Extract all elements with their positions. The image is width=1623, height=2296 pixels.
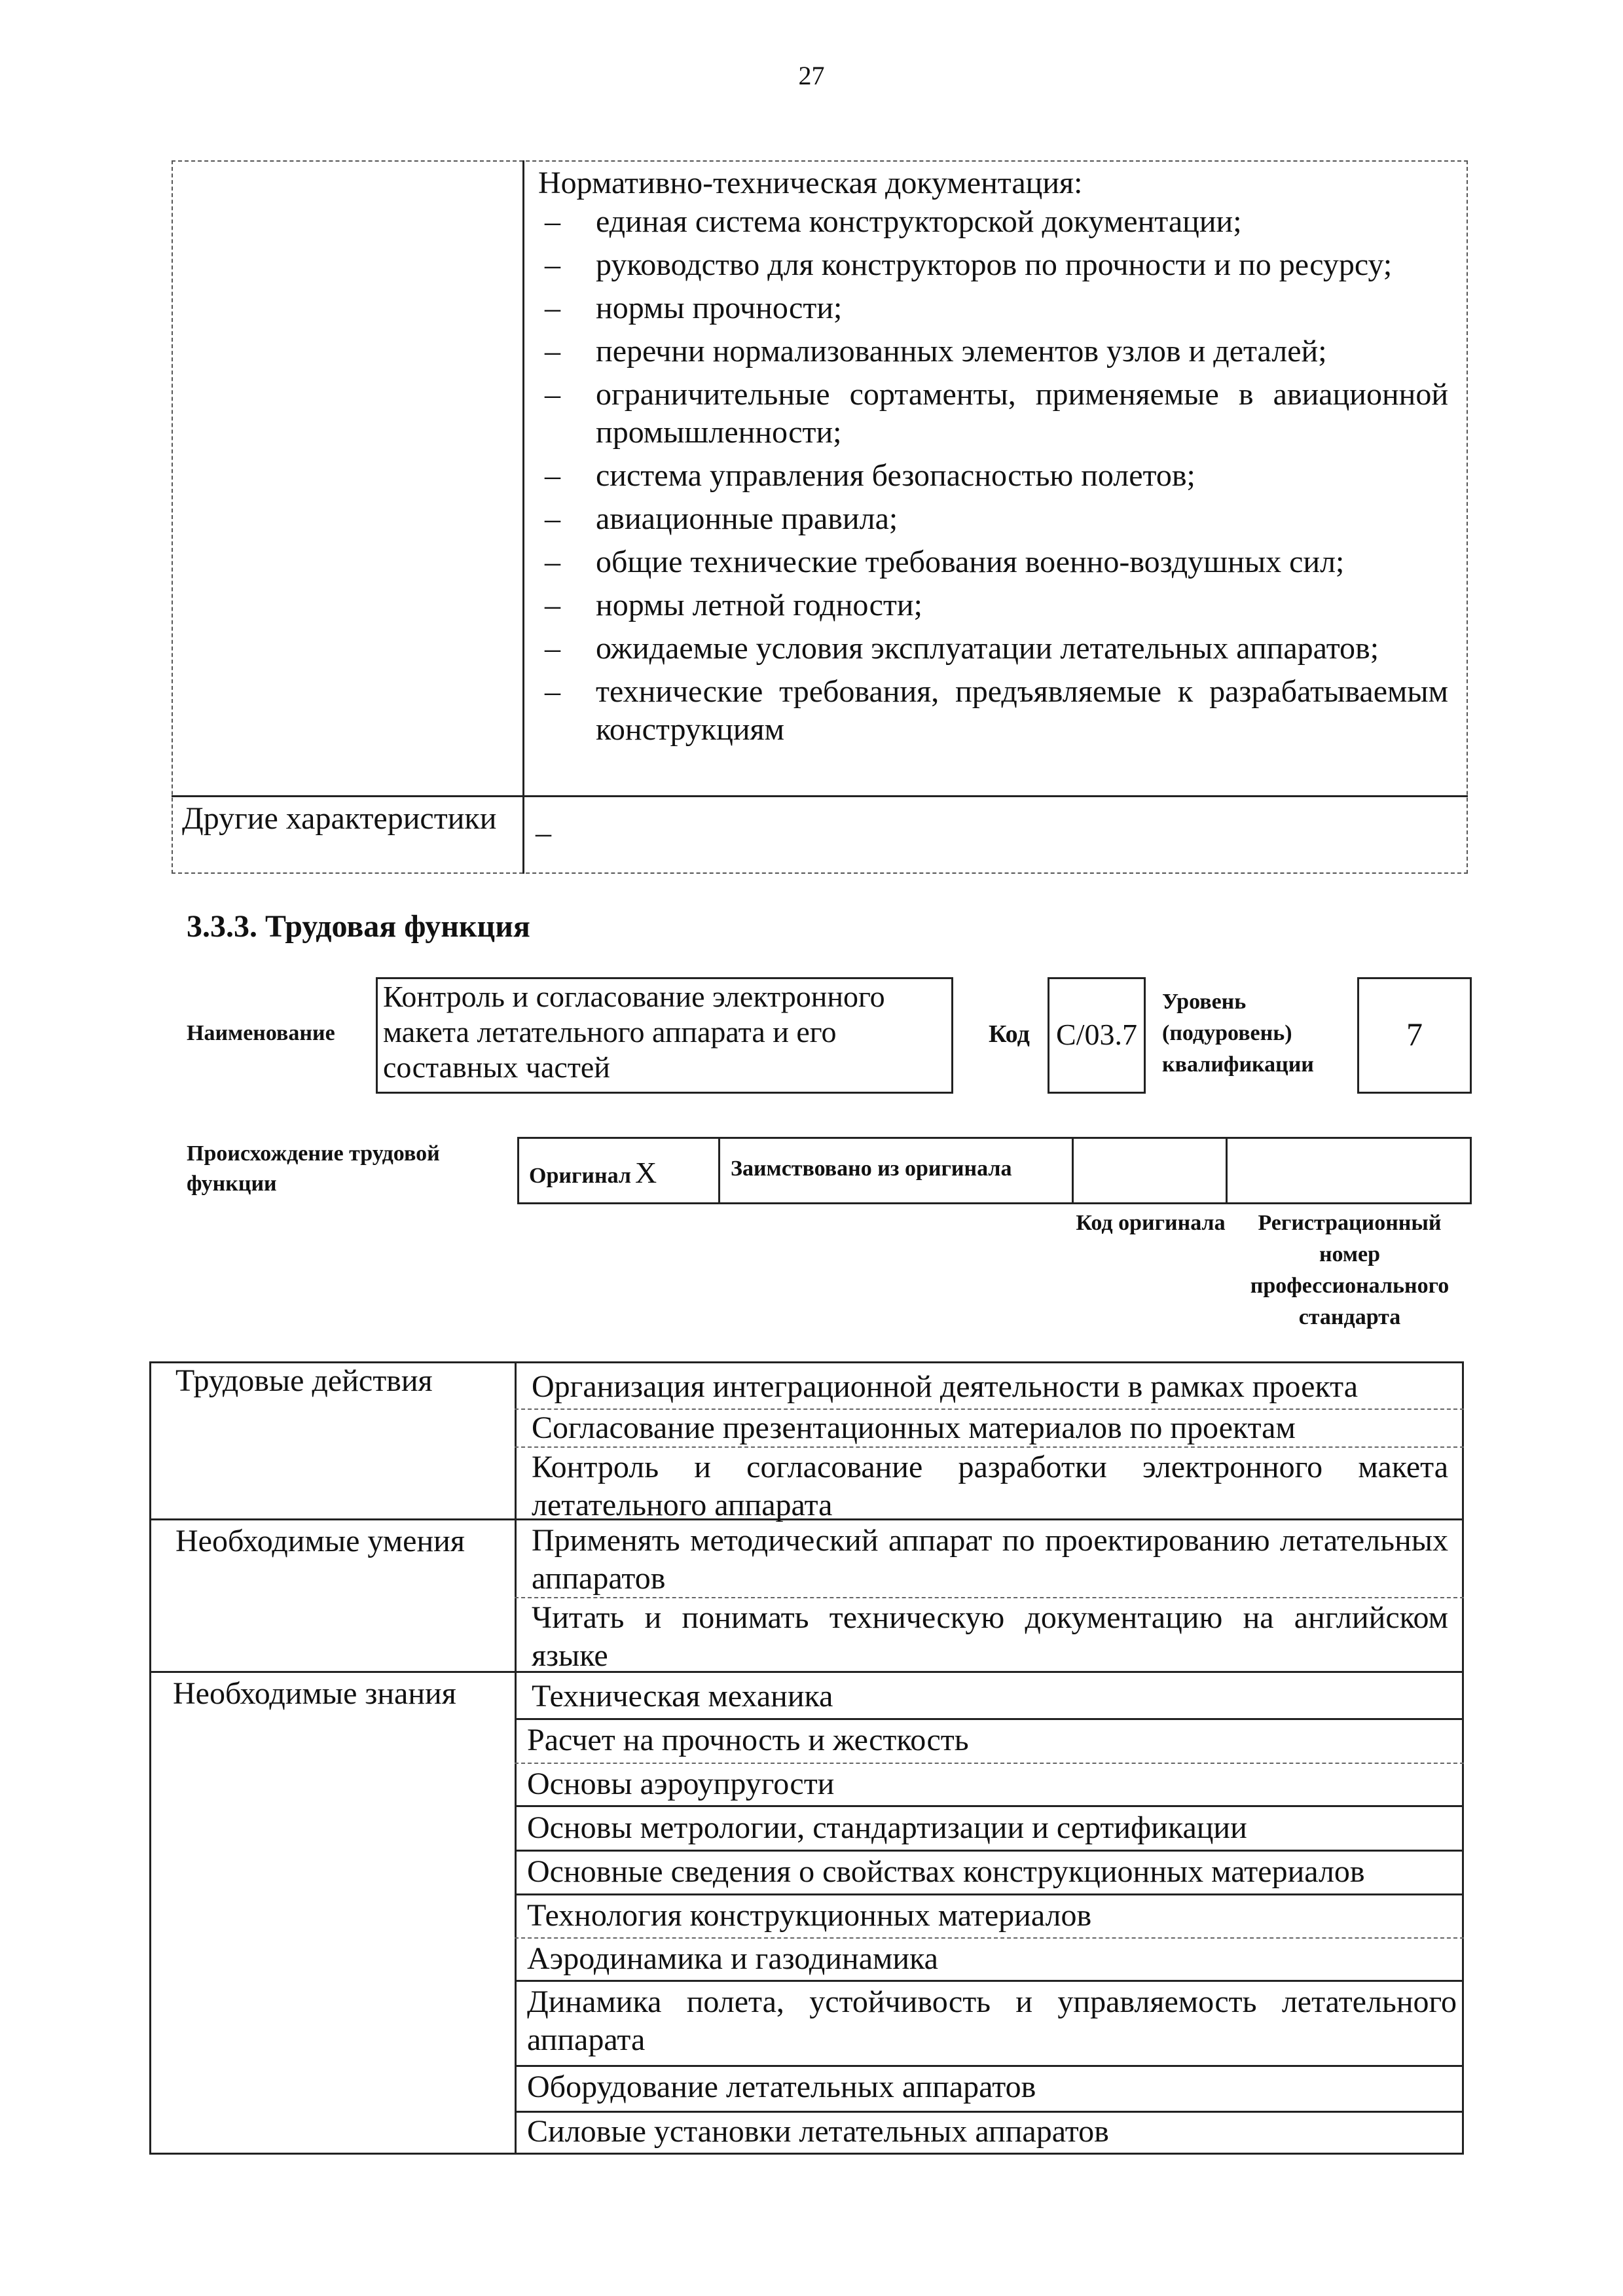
table-row: Оборудование летательных аппаратов <box>527 2070 1036 2104</box>
labor-actions-label: Трудовые действия <box>175 1363 433 1398</box>
table-row: Контроль и согласование разработки электронного макета летательного аппарата <box>532 1450 1448 1522</box>
original-cell: Оригинал X <box>517 1137 720 1204</box>
table-row: Динамика полета, устойчивость и управляемость летательного аппарата <box>527 1984 1457 2057</box>
list-item: – система управления безопасностью полетов; <box>538 457 1448 495</box>
skills-label: Необходимые умения <box>175 1524 465 1558</box>
table-row: Организация интеграционной деятельности в рамках проекта <box>532 1369 1358 1404</box>
qualification-level-box: 7 <box>1357 977 1472 1094</box>
list-item: – общие технические требования военно-воздушных сил; <box>538 543 1448 581</box>
page-number: 27 <box>798 61 825 90</box>
list-item: – технические требования, предъявляемые к разрабатываемым конструкциям <box>538 673 1448 749</box>
list-item: – ограничительные сортаменты, применяемые в авиационной промышленности; <box>538 376 1448 452</box>
list-item: – нормы летной годности; <box>538 586 1448 624</box>
original-code-caption: Код оригинала <box>1076 1211 1226 1235</box>
normative-list <box>538 203 1448 754</box>
origin-label: Происхождение трудовой функции <box>187 1141 440 1196</box>
normative-heading: Нормативно-техническая документация: <box>538 166 1083 200</box>
original-code-cell <box>1074 1137 1228 1204</box>
list-item: – руководство для конструкторов по прочности и по ресурсу; <box>538 246 1448 284</box>
row-divider <box>515 1980 1464 1982</box>
row-divider <box>515 1718 1464 1720</box>
row-divider <box>515 1937 1464 1939</box>
list-item: – авиационные правила; <box>538 500 1448 538</box>
table-row: Основы аэроупругости <box>527 1767 835 1801</box>
borrowed-cell: Заимствовано из оригинала <box>720 1137 1074 1204</box>
table-row: Силовые установки летательных аппаратов <box>527 2114 1109 2149</box>
row-divider <box>515 2065 1464 2067</box>
table-row: Основы метрологии, стандартизации и сертификации <box>527 1810 1247 1845</box>
other-characteristics-value: – <box>536 816 551 850</box>
list-item: – нормы прочности; <box>538 289 1448 327</box>
original-mark: X <box>634 1156 657 1189</box>
table-row: Техническая механика <box>532 1679 833 1713</box>
list-item: – единая система конструкторской документации; <box>538 203 1448 241</box>
row-divider <box>515 1893 1464 1895</box>
table-row: Аэродинамика и газодинамика <box>527 1941 938 1976</box>
code-value-box: С/03.7 <box>1048 977 1146 1094</box>
table-row: Технология конструкционных материалов <box>527 1898 1092 1933</box>
knowledge-label: Необходимые знания <box>173 1676 456 1711</box>
registration-number-caption: Регистрационный номер профессионального стандарта <box>1250 1211 1450 1329</box>
table-row: Основные сведения о свойствах конструкционных материалов <box>527 1854 1365 1889</box>
name-label: Наименование <box>187 1021 335 1045</box>
table-row: Расчет на прочность и жесткость <box>527 1723 969 1757</box>
section-title: 3.3.3. Трудовая функция <box>187 909 530 944</box>
row-divider <box>515 1850 1464 1852</box>
other-characteristics-label: Другие характеристики <box>182 801 497 836</box>
code-label: Код <box>989 1020 1030 1048</box>
table-divider <box>522 160 524 874</box>
list-item: – ожидаемые условия эксплуатации летательных аппаратов; <box>538 630 1448 668</box>
row-divider <box>515 1805 1464 1807</box>
function-name-box: Контроль и согласование электронного макета летательного аппарата и его составных частей <box>376 977 953 1094</box>
qualification-level-label: Уровень (подуровень) квалификации <box>1162 990 1314 1077</box>
list-item: – перечни нормализованных элементов узлов и деталей; <box>538 332 1448 370</box>
table-row: Читать и понимать техническую документацию на английском языке <box>532 1600 1448 1673</box>
table-divider <box>515 1361 517 2155</box>
table-divider <box>172 795 1468 797</box>
table-row: Применять методический аппарат по проектированию летательных аппаратов <box>532 1523 1448 1596</box>
row-divider <box>515 1763 1464 1764</box>
table-row: Согласование презентационных материалов по проектам <box>532 1410 1296 1445</box>
